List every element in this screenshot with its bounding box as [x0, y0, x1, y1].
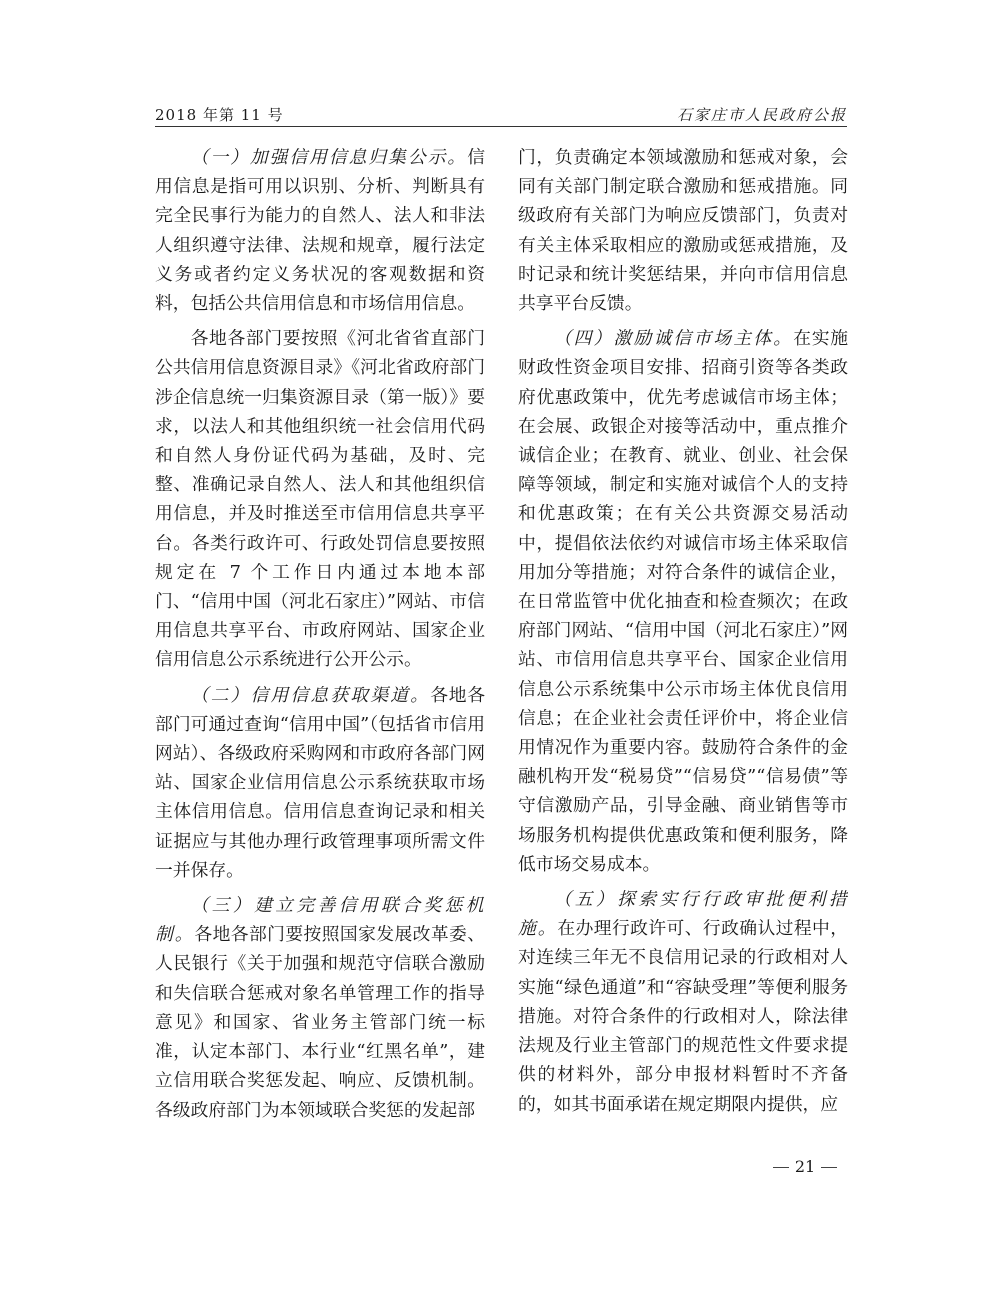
- paragraph-credit-info-collection: [155, 143, 485, 318]
- section-heading: （四）激励诚信市场主体。: [553, 328, 794, 350]
- paragraph-text: 各地各部门可通过查询“信用中国”（包括省市信用网站）、各级政府采购网和市政府各部门网站、国家企业信用信息公示系统获取市场主体信用信息。信用信息查询记录和相关证据应与其他办理行政管理事项所需文件一并保存。: [155, 684, 485, 881]
- dash-divider: [773, 1167, 789, 1168]
- page-footer: [760, 1157, 850, 1176]
- paragraph-text: 在实施财政性资金项目安排、招商引资等各类政府优惠政策中，优先考虑诚信市场主体；在会展、政银企对接等活动中，重点推介诚信企业；在教育、就业、创业、社会保障等领域，制定和实施对诚信个人的支持和优惠政策；在有关公共资源交易活动中，提倡依法依约对诚信市场主体采取信用加分等措施；对符合条件的诚信企业，在日常监管中优化抽查和检查频次；在政府部门网站、“信用中国（河北石家庄）”网站、市信用信息共享平台、国家企业信用信息公示系统集中公示市场主体优良信用信息；在企业社会责任评价中，将企业信用情况作为重要内容。鼓励符合条件的金融机构开发“税易贷”“信易贷”“信易债”等守信激励产品，引导金融、商业销售等市场服务机构提供优惠政策和便利服务，降低市场交易成本。: [518, 328, 848, 875]
- page-number: 21: [794, 1157, 816, 1176]
- issue-number: 2018 年第 11 号: [155, 106, 284, 124]
- left-column: [155, 143, 485, 1168]
- dash-divider: [821, 1167, 837, 1168]
- section-heading: （五）探索实行行政审批便利措施。: [518, 889, 848, 940]
- journal-title: 石家庄市人民政府公报: [676, 106, 847, 124]
- section-heading: （一）加强信用信息归集公示。: [190, 147, 468, 168]
- paragraph-approval-facilitation: [518, 885, 848, 1119]
- page-header: [155, 100, 847, 127]
- paragraph-catalog-requirements: [155, 324, 485, 674]
- paragraph-text: 各地各部门要按照《河北省省直部门公共信用信息资源目录》《河北省政府部门涉企信息统一归集资源目录（第一版）》要求，以法人和其他组织统一社会信用代码和自然人身份证代码为基础，及时、完整、准确记录自然人、法人和其他组织信用信息，并及时推送至市信用信息共享平台。各类行政许可、行政处罚信息要按照规定在 7 个工作日内通过本地本部门、“信用中国（河北石家庄）”网站、市信用信息共享平台、市政府网站、国家企业信用信息公示系统进行公开公示。: [155, 328, 485, 671]
- paragraph-continued: [518, 143, 848, 318]
- paragraph-text: 在办理行政许可、行政确认过程中，对连续三年无不良信用记录的行政相对人实施“绿色通道”和“容缺受理”等便利服务措施。对符合条件的行政相对人，除法律法规及行业主管部门的规范性文件要求提供的材料外，部分申报材料暂时不齐备的，如其书面承诺在规定期限内提供，应: [518, 918, 848, 1115]
- section-heading: （二）信用信息获取渠道。: [190, 684, 431, 706]
- section-heading: （三）建立完善信用联合奖惩机制。: [155, 895, 485, 946]
- paragraph-joint-reward-punishment: [155, 891, 485, 1125]
- paragraph-incentivize-market-entities: [518, 324, 848, 879]
- paragraph-credit-info-channels: [155, 681, 485, 885]
- paragraph-text: 门，负责确定本领域激励和惩戒对象，会同有关部门制定联合激励和惩戒措施。同级政府有关部门为响应反馈部门，负责对有关主体采取相应的激励或惩戒措施，及时记录和统计奖惩结果，并向市信用信息共享平台反馈。: [518, 147, 848, 315]
- paragraph-text: 各地各部门要按照国家发展改革委、人民银行《关于加强和规范守信联合激励和失信联合惩戒对象名单管理工作的指导意见》和国家、省业务主管部门统一标准，认定本部门、本行业“红黑名单”，建立信用联合奖惩发起、响应、反馈机制。各级政府部门为本领域联合奖惩的发起部: [155, 924, 485, 1121]
- paragraph-text: 信用信息是指可用以识别、分析、判断具有完全民事行为能力的自然人、法人和非法人组织遵守法律、法规和规章，履行法定义务或者约定义务状况的客观数据和资料，包括公共信用信息和市场信用信息。: [155, 147, 485, 315]
- right-column: [518, 143, 848, 1168]
